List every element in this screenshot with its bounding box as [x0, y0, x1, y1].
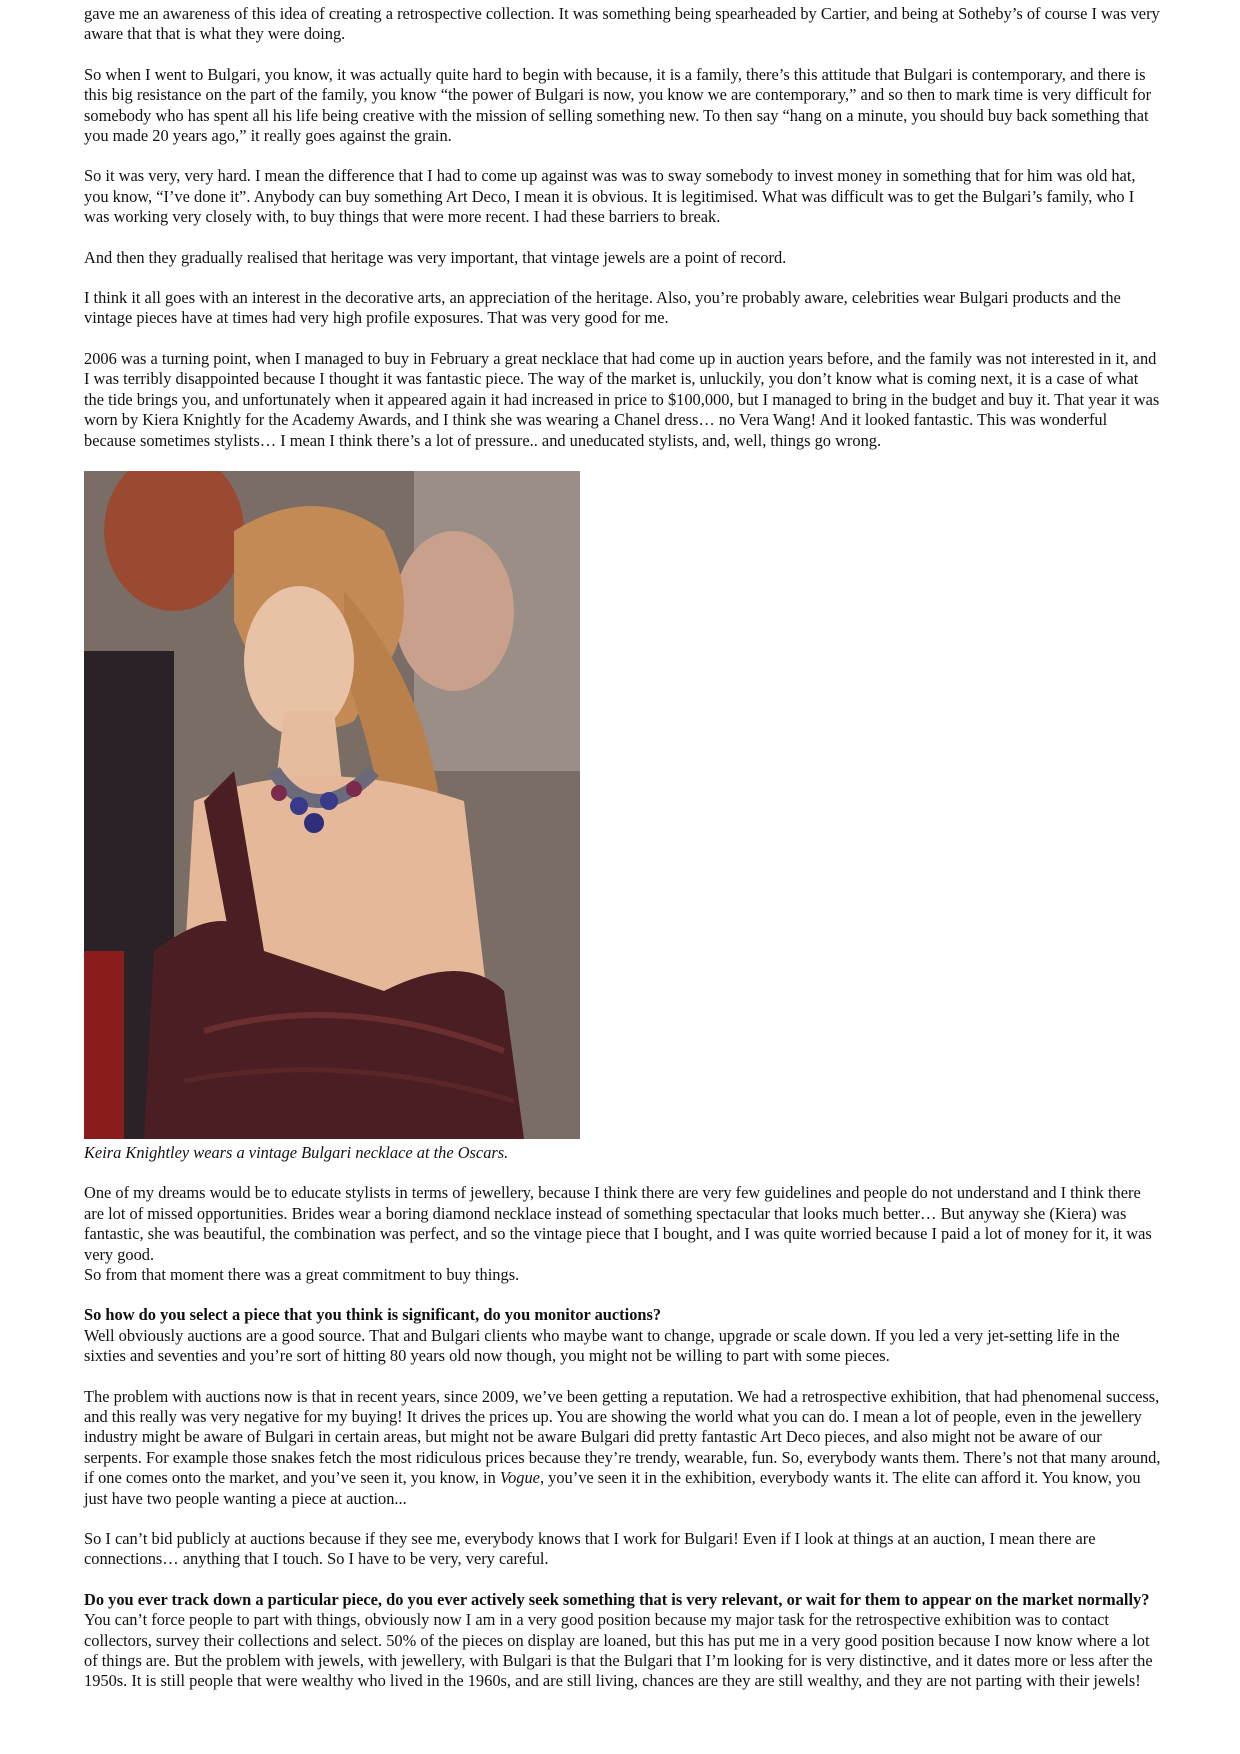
paragraph-turning-point: 2006 was a turning point, when I managed to buy in February a great necklace that had come up in auction years before, and the family was not interested in it, and I was terribly disappointed because I thought it was fantastic piece. The way of the market is, unluckily, you don’t know what is coming next, it is a case of what the tide brings you, and unfortunately when it appeared again it had increased in price to $100,000, but I managed to bring in the budget and buy it. That year it was worn by Kiera Knightly for the Academy Awards, and I think she was wearing a Chanel dress… no Vera Wang! And it looked fantastic. This was wonderful because sometimes stylists… I mean I think there’s a lot of pressure.. and uneducated stylists, and, well, things go wrong. — [84, 348, 1160, 450]
photo-caption: Keira Knightley wears a vintage Bulgari necklace at the Oscars. — [84, 1142, 509, 1162]
paragraph-stylists: One of my dreams would be to educate stylists in terms of jewellery, because I think there are very few guidelines and people do not understand and I think there are lot of missed opportunities. Brides wear a boring diamond necklace instead of something spectacular that looks much better… But anyway she (Kiera) was fantastic, she was beautiful, the combination was perfect, and so the vintage piece that I bought, and I was quite worried because I paid a lot of money for it, it was very good. — [84, 1183, 1152, 1264]
paragraph-commitment: So from that moment there was a great commitment to buy things. — [84, 1264, 520, 1284]
paragraph-decorative-arts: I think it all goes with an interest in the decorative arts, an appreciation of the heritage. Also, you’re probably aware, celebrities wear Bulgari products and the vintage pieces have at times had very high profile exposures. That was very good for me. — [84, 288, 1121, 328]
photo-illustration — [84, 471, 580, 1139]
article-page — [84, 4, 1162, 1712]
answer-track-down: You can’t force people to part with things, obviously now I am in a very good position because my major task for the retrospective exhibition was to contact collectors, survey their collections and select. 50% of the pieces on display are loaned, but this has put me in a very good position because I now know where a lot of things are. But the problem with jewels, with jewellery, with Bulgari is that the Bulgari that I’m looking for is very distinctive, and it dates more or less after the 1950s. It is still people that were wealthy who lived in the 1960s, and are still living, chances are they are still wealthy, and they are not parting with their jewels! — [84, 1610, 1153, 1691]
paragraph-heritage: And then they gradually realised that heritage was very important, that vintage jewels are a point of record. — [84, 247, 787, 267]
paragraph-auction-problem — [84, 1387, 1162, 1509]
auction-problem-text-a: The problem with auctions now is that in recent years, since 2009, we’ve been getting a reputation. We had a retrospective exhibition, that had phenomenal success, and this really was very negative for my buying! It drives the prices up. You are showing the world what you can do. I mean a lot of people, even in the jewellery industry might be aware of Bulgari in certain areas, but might not be aware Bulgari did pretty fantastic Art Deco pieces, and also might not be aware of our serpents. For example those snakes fetch the most ridiculous prices because they’re trendy, wearable, fun. So, everybody wants them. There’s not that many around, if one comes onto the market, and you’ve seen it, you know, in — [84, 1386, 1161, 1488]
answer-select-piece: Well obviously auctions are a good source. That and Bulgari clients who maybe want to change, upgrade or scale down. If you led a very jet-setting life in the sixties and seventies and you’re sort of hitting 80 years old now though, you might not be willing to part with some pieces. — [84, 1325, 1120, 1366]
paragraph-barriers: So it was very, very hard. I mean the difference that I had to come up against was was to sway somebody to invest money in something that for him was old hat, you know, “I’ve done it”. Anybody can buy something Art Deco, I mean it is obvious. It is legitimised. What was difficult was to get the Bulgari’s family, who I was working very closely with, to buy things that were more recent. I had these barriers to break. — [84, 166, 1136, 227]
question-track-down: Do you ever track down a particular piece, do you ever actively seek something that is very relevant, or wait for them to appear on the market normally? — [84, 1589, 1150, 1609]
question-select-piece: So how do you select a piece that you think is significant, do you monitor auctions? — [84, 1305, 662, 1325]
oscars-necklace-photo — [84, 471, 580, 1139]
vogue-title: Vogue — [499, 1468, 540, 1488]
paragraph-bidding: So I can’t bid publicly at auctions because if they see me, everybody knows that I work for Bulgari! Even if I look at things at an auction, I mean there are connections… anything that I touch. So I have to be very, very careful. — [84, 1529, 1096, 1569]
paragraph-bulgari-family: So when I went to Bulgari, you know, it was actually quite hard to begin with because, it is a family, there’s this attitude that Bulgari is contemporary, and there is this big resistance on the part of the family, you know “the power of Bulgari is now, you know we are contemporary,” and so then to mark time is very difficult for somebody who has spent all his life being creative with the mission of selling something new. To then say “hang on a minute, you should buy back something that you made 20 years ago,” it really goes against the grain. — [84, 64, 1152, 146]
auction-problem-text-b: , you’ve seen it in the exhibition, everybody wants it. The elite can afford it. You know, you just have two people wanting a piece at auction... — [84, 1468, 1141, 1508]
paragraph-retrospective: gave me an awareness of this idea of creating a retrospective collection. It was something being spearheaded by Cartier, and being at Sotheby’s of course I was very aware that that is what they were doing. — [84, 4, 1160, 44]
